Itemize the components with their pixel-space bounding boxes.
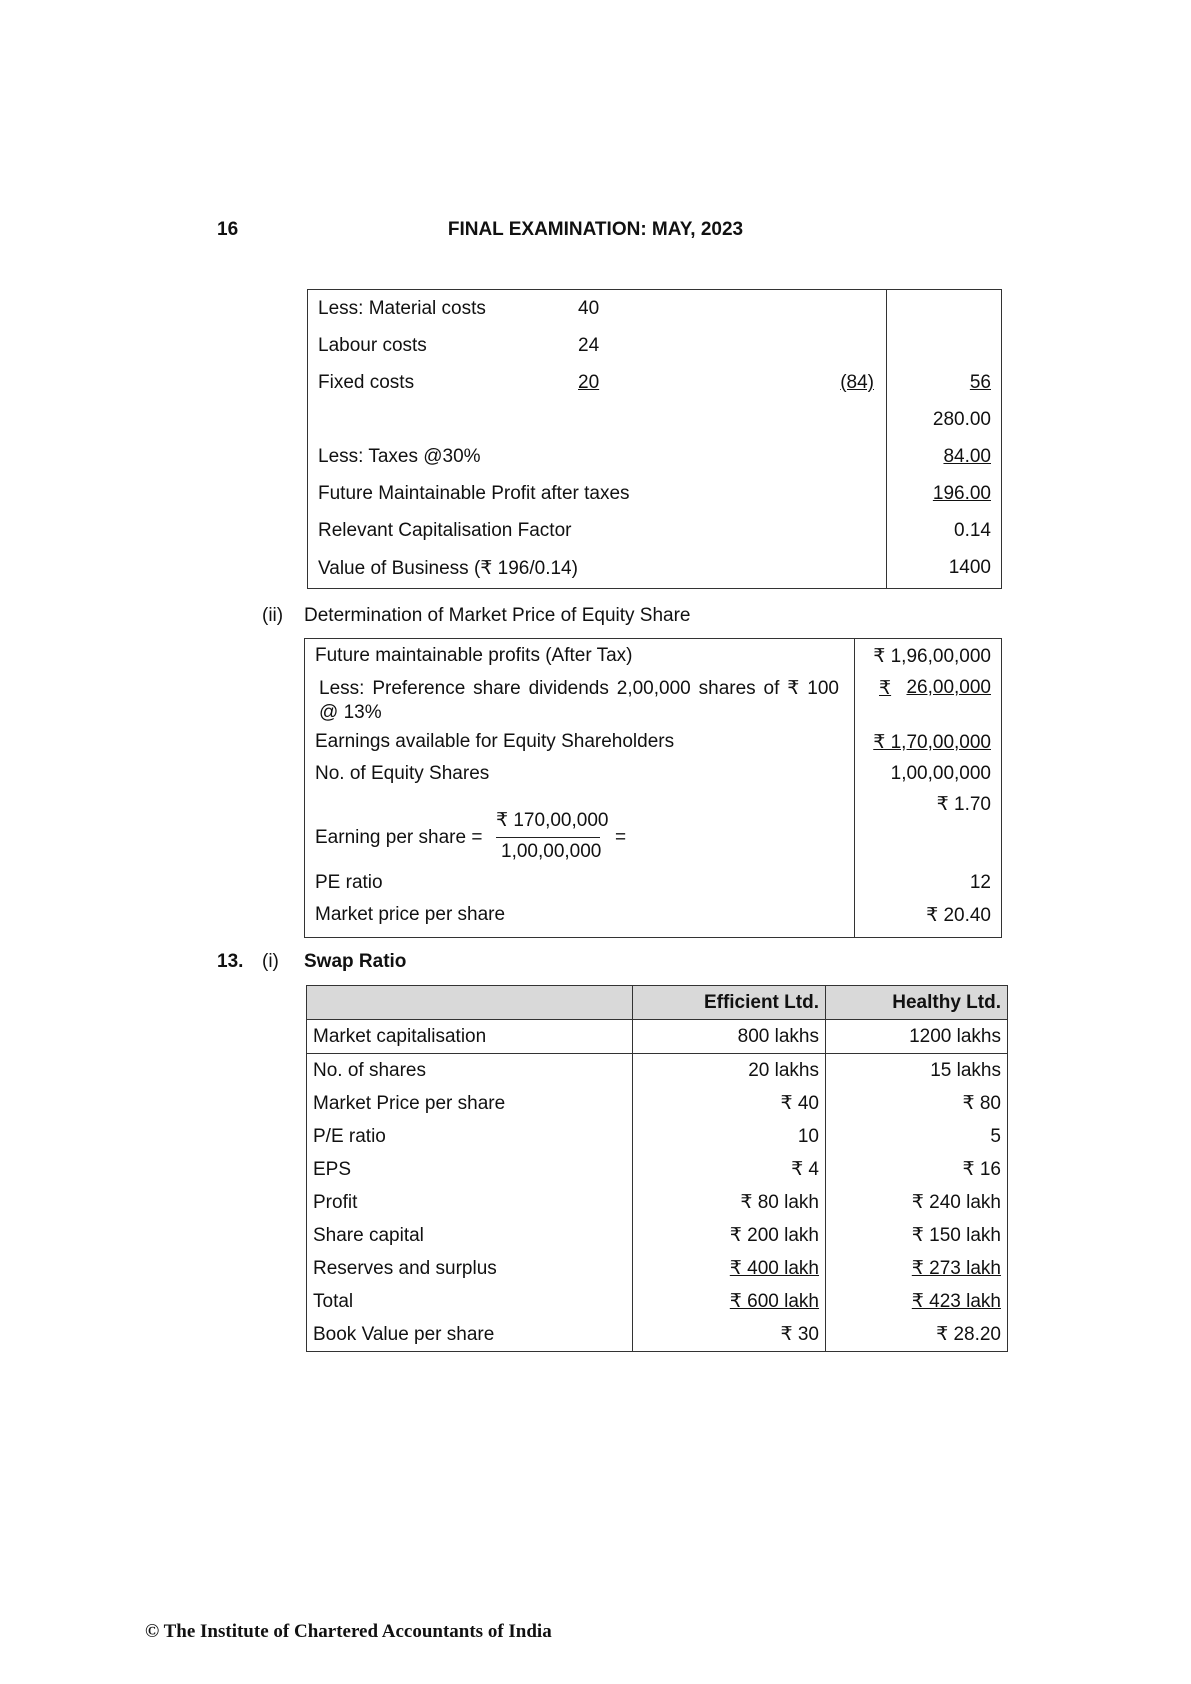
earnings-label: Earnings available for Equity Shareholders	[315, 731, 675, 752]
row-label: Market Price per share	[307, 1087, 633, 1120]
table-row	[308, 475, 1001, 512]
healthy-value: ₹ 273 lakh	[911, 1258, 1001, 1279]
header-cell: Healthy Ltd.	[826, 986, 1008, 1020]
header-cell: Efficient Ltd.	[633, 986, 826, 1020]
table-row	[308, 549, 1001, 586]
equals-sign: =	[615, 827, 627, 848]
row-label: Labour costs	[318, 335, 427, 356]
row-value: 280.00	[932, 409, 991, 430]
healthy-value: ₹ 240 lakh	[826, 1186, 1008, 1219]
section-title: Swap Ratio	[304, 951, 407, 972]
table-row	[307, 1219, 1008, 1252]
fmp-label: Future maintainable profits (After Tax)	[315, 645, 633, 666]
healthy-value: 1200 lakhs	[826, 1020, 1008, 1054]
row-value: 56	[969, 372, 991, 393]
eps-denominator: 1,00,00,000	[501, 841, 602, 862]
pe-value: 12	[969, 872, 991, 893]
row-label: Less: Material costs	[318, 298, 486, 319]
row-label: Share capital	[307, 1219, 633, 1252]
efficient-value: ₹ 4	[633, 1153, 826, 1186]
healthy-value: 5	[826, 1120, 1008, 1153]
exam-title: FINAL EXAMINATION: MAY, 2023	[447, 219, 744, 240]
row-label: Future Maintainable Profit after taxes	[318, 483, 630, 504]
row-label: Value of Business (₹ 196/0.14)	[318, 558, 578, 579]
question-number: 13.	[217, 951, 244, 972]
efficient-value: ₹ 40	[633, 1087, 826, 1120]
table-row	[308, 401, 1001, 438]
healthy-value: 15 lakhs	[826, 1054, 1008, 1088]
row-value: 196.00	[932, 483, 991, 504]
fmp-value: ₹ 1,96,00,000	[873, 646, 991, 667]
table-row	[307, 1120, 1008, 1153]
efficient-value: 20 lakhs	[633, 1054, 826, 1088]
healthy-value: ₹ 150 lakh	[826, 1219, 1008, 1252]
table-row	[308, 327, 1001, 364]
business-value-table	[307, 289, 1002, 589]
row-value: 1400	[948, 557, 991, 578]
row-label: Total	[307, 1285, 633, 1318]
healthy-value: ₹ 423 lakh	[911, 1291, 1001, 1312]
table-row	[307, 1318, 1008, 1352]
table-row	[307, 1153, 1008, 1186]
table-row	[307, 1285, 1008, 1318]
row-amount: 20	[578, 372, 600, 393]
row-value: 0.14	[954, 520, 991, 541]
row-amount: 40	[578, 298, 600, 319]
rupee-symbol: ₹	[879, 678, 892, 699]
efficient-value: ₹ 30	[633, 1318, 826, 1352]
efficient-value: ₹ 600 lakh	[729, 1291, 819, 1312]
preference-dividend-value	[871, 677, 991, 699]
shares-label: No. of Equity Shares	[315, 763, 490, 784]
pe-label: PE ratio	[315, 872, 383, 893]
row-label: EPS	[307, 1153, 633, 1186]
eps-label: Earning per share =	[315, 827, 483, 848]
table-row	[307, 1054, 1008, 1088]
swap-ratio-table	[306, 985, 1008, 1352]
earnings-value: ₹ 1,70,00,000	[873, 732, 991, 753]
header-row	[307, 986, 1008, 1020]
row-value: 84.00	[943, 446, 991, 467]
section-number: (ii)	[262, 605, 284, 626]
row-deduction: (84)	[840, 372, 874, 393]
row-label: Book Value per share	[307, 1318, 633, 1352]
efficient-value: ₹ 200 lakh	[633, 1219, 826, 1252]
table-row	[307, 1186, 1008, 1219]
market-price-table	[304, 638, 1002, 938]
copyright-footer: © The Institute of Chartered Accountants of India	[145, 1621, 552, 1642]
row-label: No. of shares	[307, 1054, 633, 1088]
efficient-value: 10	[633, 1120, 826, 1153]
header-cell	[307, 986, 633, 1020]
row-label: Reserves and surplus	[307, 1252, 633, 1285]
healthy-value: ₹ 80	[826, 1087, 1008, 1120]
fraction-bar	[496, 837, 600, 838]
table-row	[307, 1087, 1008, 1120]
table-row	[307, 1020, 1008, 1054]
efficient-value: ₹ 400 lakh	[729, 1258, 819, 1279]
table-row	[308, 290, 1001, 327]
row-label: Less: Taxes @30%	[318, 446, 481, 467]
eps-value: ₹ 1.70	[936, 794, 991, 815]
row-label: P/E ratio	[307, 1120, 633, 1153]
shares-value: 1,00,00,000	[890, 763, 991, 784]
table-row	[308, 512, 1001, 549]
sub-number: (i)	[262, 951, 279, 972]
row-label: Profit	[307, 1186, 633, 1219]
table-row	[308, 364, 1001, 401]
healthy-value: ₹ 16	[826, 1153, 1008, 1186]
market-price-label: Market price per share	[315, 904, 506, 925]
row-label: Relevant Capitalisation Factor	[318, 520, 572, 541]
row-label: Fixed costs	[318, 372, 415, 393]
page-number: 16	[217, 219, 239, 240]
healthy-value: ₹ 28.20	[826, 1318, 1008, 1352]
table-row	[307, 1252, 1008, 1285]
market-price-value: ₹ 20.40	[926, 905, 991, 926]
preference-dividend-label: Less: Preference share dividends 2,00,000 shares of ₹ 100 @ 13%	[319, 678, 839, 723]
section-title: Determination of Market Price of Equity Share	[304, 605, 691, 626]
row-label: Market capitalisation	[307, 1020, 633, 1054]
amount: 26,00,000	[906, 677, 991, 698]
row-amount: 24	[578, 335, 600, 356]
efficient-value: 800 lakhs	[633, 1020, 826, 1054]
eps-numerator: ₹ 170,00,000	[496, 810, 609, 831]
efficient-value: ₹ 80 lakh	[633, 1186, 826, 1219]
table-row	[308, 438, 1001, 475]
column-divider	[854, 639, 855, 937]
